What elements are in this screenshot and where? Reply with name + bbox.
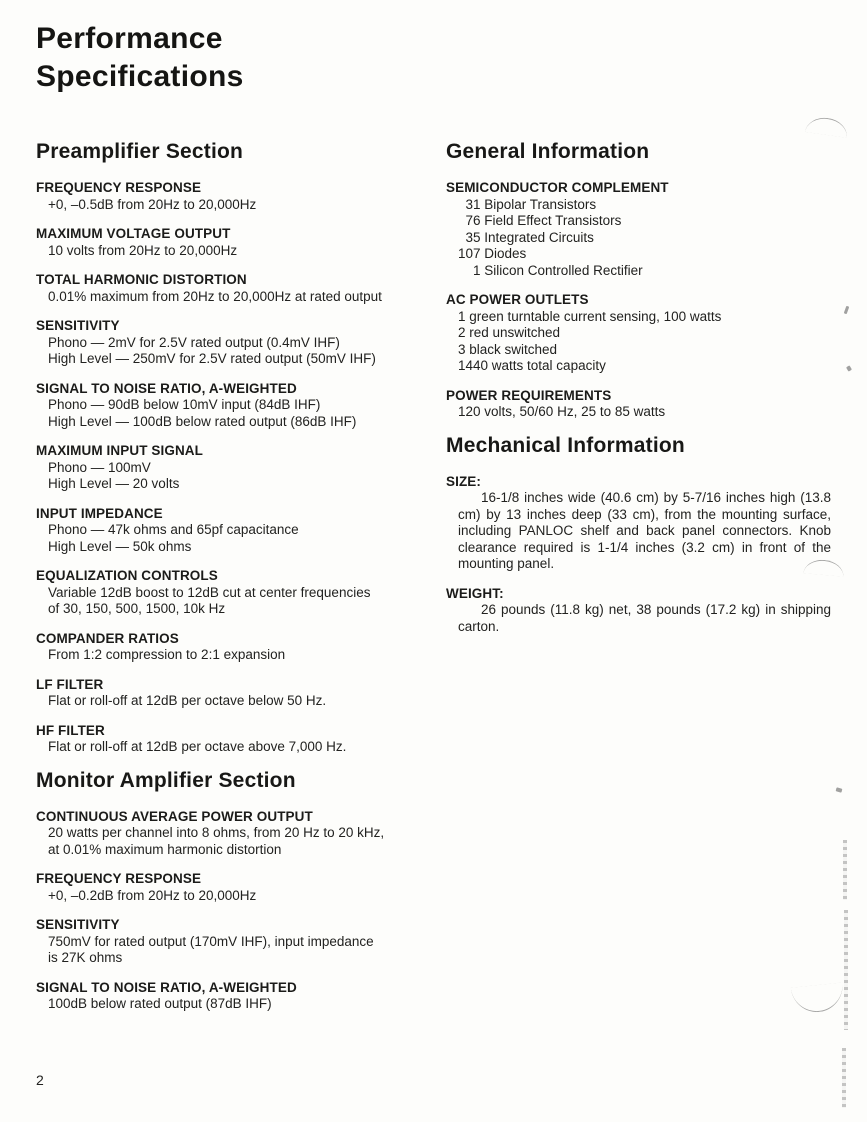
spec-line: 20 watts per channel into 8 ohms, from 20 Hz to 20 kHz,	[48, 825, 385, 840]
spec-item	[36, 180, 410, 213]
page-number: 2	[36, 1072, 44, 1088]
spec-line: High Level — 20 volts	[48, 476, 180, 491]
spec-title: SIZE:	[446, 473, 482, 489]
spec-title: LF FILTER	[36, 676, 104, 692]
spec-item	[36, 917, 410, 967]
spec-line: Flat or roll-off at 12dB per octave above 7,000 Hz.	[48, 739, 347, 754]
scan-artifact	[844, 306, 850, 315]
spec-line: 35 Integrated Circuits	[458, 229, 594, 245]
spec-line: Flat or roll-off at 12dB per octave below 50 Hz.	[48, 693, 327, 708]
spec-item	[36, 723, 410, 756]
spec-paragraph: 16-1/8 inches wide (40.6 cm) by 5-7/16 inches high (13.8 cm) by 13 inches deep (33 cm), from the mounting surface, including PANLOC shelf and back panel connectors. Knob clearance required is 1-1/4 inches (3.2 cm) in front of the mounting panel.	[458, 490, 831, 571]
spec-line: 31 Bipolar Transistors	[458, 196, 597, 212]
spec-line: 76 Field Effect Transistors	[458, 213, 622, 228]
spec-line: +0, –0.5dB from 20Hz to 20,000Hz	[48, 196, 257, 212]
spec-item	[36, 631, 410, 664]
spec-line: High Level — 50k ohms	[48, 538, 192, 554]
section-heading: Preamplifier Section	[36, 140, 244, 163]
spec-item	[36, 677, 410, 710]
spec-line: 3 black switched	[458, 341, 558, 357]
spec-title: SIGNAL TO NOISE RATIO, A-WEIGHTED	[36, 979, 297, 995]
spec-line: 2 red unswitched	[458, 325, 561, 340]
section-heading: General Information	[446, 140, 650, 163]
spec-item	[446, 180, 831, 279]
spec-item	[36, 272, 410, 305]
spec-title: FREQUENCY RESPONSE	[36, 871, 202, 886]
spec-columns	[36, 140, 831, 1026]
column-left	[36, 140, 410, 1026]
spec-title: EQUALIZATION CONTROLS	[36, 568, 218, 583]
page-title	[36, 20, 244, 96]
spec-section	[446, 140, 831, 421]
spec-line: 10 volts from 20Hz to 20,000Hz	[48, 242, 238, 258]
section-heading: Mechanical Information	[446, 433, 685, 457]
spec-title: SIGNAL TO NOISE RATIO, A-WEIGHTED	[36, 380, 297, 396]
spec-item	[36, 318, 410, 368]
scan-artifact	[805, 115, 849, 138]
spec-line: Phono — 100mV	[48, 459, 151, 475]
scan-artifact	[846, 365, 852, 371]
spec-line: 100dB below rated output (87dB IHF)	[48, 996, 272, 1011]
spec-paragraph: 26 pounds (11.8 kg) net, 38 pounds (17.2 kg) in shipping carton.	[458, 602, 831, 634]
spec-line: 0.01% maximum from 20Hz to 20,000Hz at rated output	[48, 288, 382, 304]
spec-title: CONTINUOUS AVERAGE POWER OUTPUT	[36, 808, 313, 824]
spec-line: 750mV for rated output (170mV IHF), input impedance	[48, 933, 374, 949]
spec-title: MAXIMUM INPUT SIGNAL	[36, 443, 203, 458]
spec-item	[446, 586, 831, 636]
spec-line: +0, –0.2dB from 20Hz to 20,000Hz	[48, 887, 257, 903]
spec-title: AC POWER OUTLETS	[446, 292, 589, 307]
column-right	[446, 140, 831, 1026]
spec-title: COMPANDER RATIOS	[36, 630, 179, 646]
spec-line: Phono — 90dB below 10mV input (84dB IHF)	[48, 397, 321, 412]
scan-artifact	[843, 840, 847, 900]
spec-title: INPUT IMPEDANCE	[36, 505, 163, 521]
spec-line: 1 green turntable current sensing, 100 watts	[458, 308, 722, 324]
spec-item	[36, 506, 410, 556]
spec-title: FREQUENCY RESPONSE	[36, 180, 202, 195]
spec-line: at 0.01% maximum harmonic distortion	[48, 841, 282, 857]
spec-line: High Level — 250mV for 2.5V rated output (50mV IHF)	[48, 351, 376, 366]
spec-title: MAXIMUM VOLTAGE OUTPUT	[36, 226, 231, 241]
spec-item	[36, 980, 410, 1013]
spec-section	[36, 140, 410, 756]
page-title-line-2: Specifications	[36, 60, 244, 93]
spec-line: Phono — 2mV for 2.5V rated output (0.4mV IHF)	[48, 334, 340, 350]
spec-line: Phono — 47k ohms and 65pf capacitance	[48, 522, 299, 537]
spec-line: Variable 12dB boost to 12dB cut at center frequencies	[48, 584, 371, 600]
spec-line: 1440 watts total capacity	[458, 358, 606, 373]
spec-title: SENSITIVITY	[36, 917, 120, 932]
spec-item	[36, 226, 410, 259]
section-heading: Monitor Amplifier Section	[36, 768, 296, 792]
spec-item	[36, 381, 410, 431]
spec-line: From 1:2 compression to 2:1 expansion	[48, 647, 286, 662]
spec-title: SEMICONDUCTOR COMPLEMENT	[446, 180, 669, 195]
spec-title: SENSITIVITY	[36, 318, 120, 333]
spec-line: of 30, 150, 500, 1500, 10k Hz	[48, 601, 226, 616]
spec-item	[36, 443, 410, 493]
spec-line: High Level — 100dB below rated output (86dB IHF)	[48, 413, 357, 429]
spec-section	[446, 434, 831, 636]
scan-artifact	[836, 787, 843, 792]
spec-item	[446, 474, 831, 573]
page-title-line-1: Performance	[36, 22, 223, 55]
spec-title: TOTAL HARMONIC DISTORTION	[36, 272, 247, 287]
spec-item	[36, 568, 410, 618]
spec-title: WEIGHT:	[446, 585, 504, 601]
spec-title: HF FILTER	[36, 722, 105, 738]
spec-line: 1 Silicon Controlled Rectifier	[458, 262, 643, 278]
spec-item	[36, 871, 410, 904]
spec-section	[36, 769, 410, 1013]
scan-artifact	[842, 1048, 846, 1108]
spec-line: is 27K ohms	[48, 950, 123, 965]
spec-line: 107 Diodes	[458, 246, 527, 261]
spec-item	[446, 388, 831, 421]
scan-artifact	[844, 910, 848, 1030]
spec-item	[446, 292, 831, 375]
spec-line: 120 volts, 50/60 Hz, 25 to 85 watts	[458, 404, 666, 419]
spec-title: POWER REQUIREMENTS	[446, 387, 612, 403]
spec-item	[36, 809, 410, 859]
